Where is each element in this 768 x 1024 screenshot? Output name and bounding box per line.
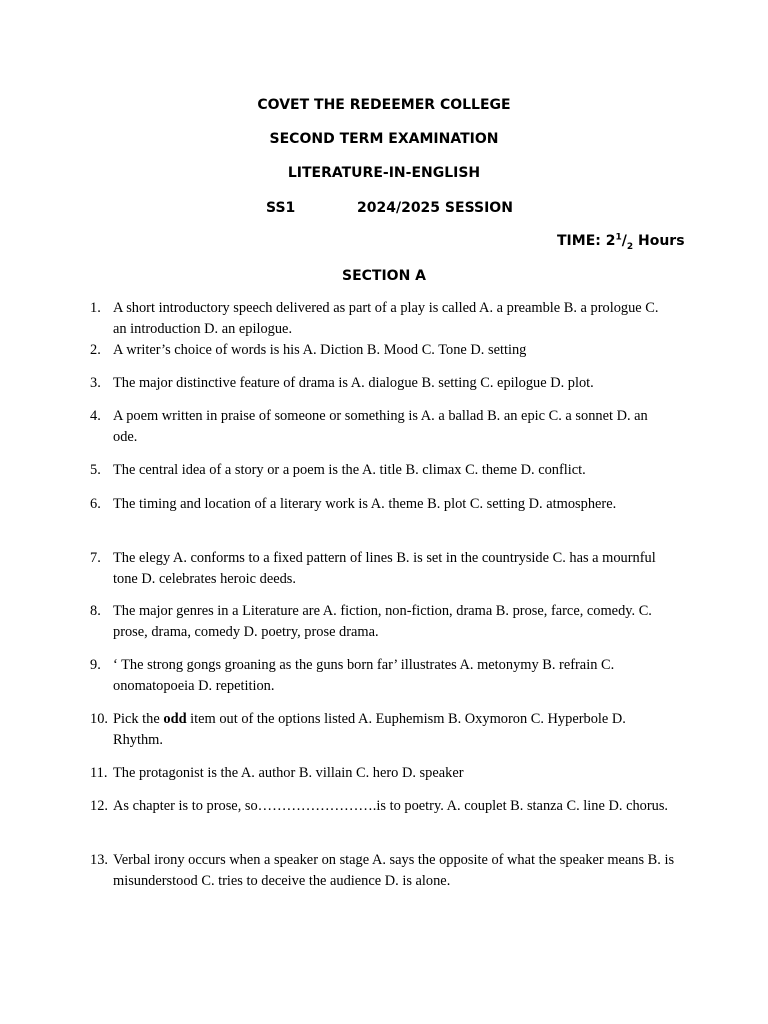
time-allowed — [557, 232, 685, 250]
question-text: The elegy A. conforms to a fixed pattern of lines B. is set in the countryside C. has a mournful tone D. celebrates heroic deeds. — [113, 550, 656, 587]
question-number: 3. — [90, 375, 101, 391]
question-number: 4. — [90, 408, 101, 424]
question-number: 6. — [90, 496, 101, 512]
question-text: The central idea of a story or a poem is the A. title B. climax C. theme D. conflict. — [113, 462, 586, 478]
question-text: A poem written in praise of someone or something is A. a ballad B. an epic C. a sonnet D. an ode. — [113, 408, 648, 445]
exam-title: SECOND TERM EXAMINATION — [269, 131, 499, 147]
time-fraction-slash: / — [621, 233, 627, 249]
question-number: 1. — [90, 300, 101, 316]
subject-title: LITERATURE-IN-ENGLISH — [287, 165, 481, 181]
time-suffix: Hours — [633, 233, 685, 249]
session-label: 2024/2025 SESSION — [357, 200, 513, 216]
question-text-end: item out of the options listed A. Euphemism B. Oxymoron C. Hyperbole D. Rhythm. — [113, 711, 626, 748]
emphasis-word: odd — [163, 711, 187, 727]
question-item — [90, 373, 675, 394]
question-item — [90, 601, 675, 643]
question-text: ‘ The strong gongs groaning as the guns born far’ illustrates A. metonymy B. refrain C. onomatopoeia D. repetition. — [113, 657, 615, 694]
question-number: 8. — [90, 603, 101, 619]
question-number: 5. — [90, 462, 101, 478]
time-fraction-numerator: 1 — [615, 232, 622, 243]
section-heading: SECTION A — [341, 268, 426, 284]
question-text: The timing and location of a literary work is A. theme B. plot C. setting D. atmosphere. — [113, 496, 617, 512]
time-fraction-denominator: 2 — [626, 241, 634, 252]
question-number: 2. — [90, 342, 101, 358]
question-text: The major distinctive feature of drama is A. dialogue B. setting C. epilogue D. plot. — [113, 375, 594, 391]
question-item — [90, 298, 675, 340]
question-number: 11. — [90, 765, 108, 781]
question-number: 12. — [90, 798, 108, 814]
question-text: The protagonist is the A. author B. villain C. hero D. speaker — [113, 765, 464, 781]
question-number: 10. — [90, 711, 108, 727]
question-text: A short introductory speech delivered as part of a play is called A. a preamble B. a prologue C. an introduction D. an epilogue. — [113, 300, 659, 337]
question-item — [90, 850, 675, 892]
time-prefix: TIME: 2 — [557, 233, 616, 249]
question-item — [90, 709, 675, 751]
question-text: Verbal irony occurs when a speaker on stage A. says the opposite of what the speaker means B. is misunderstood C. tries to deceive the audience D. is alone. — [113, 852, 675, 889]
question-item — [90, 494, 675, 515]
question-item — [90, 548, 675, 590]
question-number: 13. — [90, 852, 108, 868]
question-item — [90, 406, 675, 448]
school-name: COVET THE REDEEMER COLLEGE — [257, 97, 511, 113]
question-item — [90, 796, 675, 817]
question-item — [90, 763, 675, 784]
question-number: 7. — [90, 550, 101, 566]
question-item — [90, 460, 675, 481]
question-text — [113, 709, 675, 751]
question-text: The major genres in a Literature are A. fiction, non-fiction, drama B. prose, farce, comedy. C. prose, drama, comedy D. poetry, prose drama. — [113, 603, 652, 640]
question-text: As chapter is to prose, so…………………….is to poetry. A. couplet B. stanza C. line D. chorus. — [113, 798, 669, 814]
question-item — [90, 340, 675, 361]
question-text-start: Pick the — [113, 711, 164, 727]
class-label: SS1 — [266, 200, 296, 216]
question-text: A writer’s choice of words is his A. Diction B. Mood C. Tone D. setting — [113, 342, 527, 358]
question-number: 9. — [90, 657, 101, 673]
question-item — [90, 655, 675, 697]
